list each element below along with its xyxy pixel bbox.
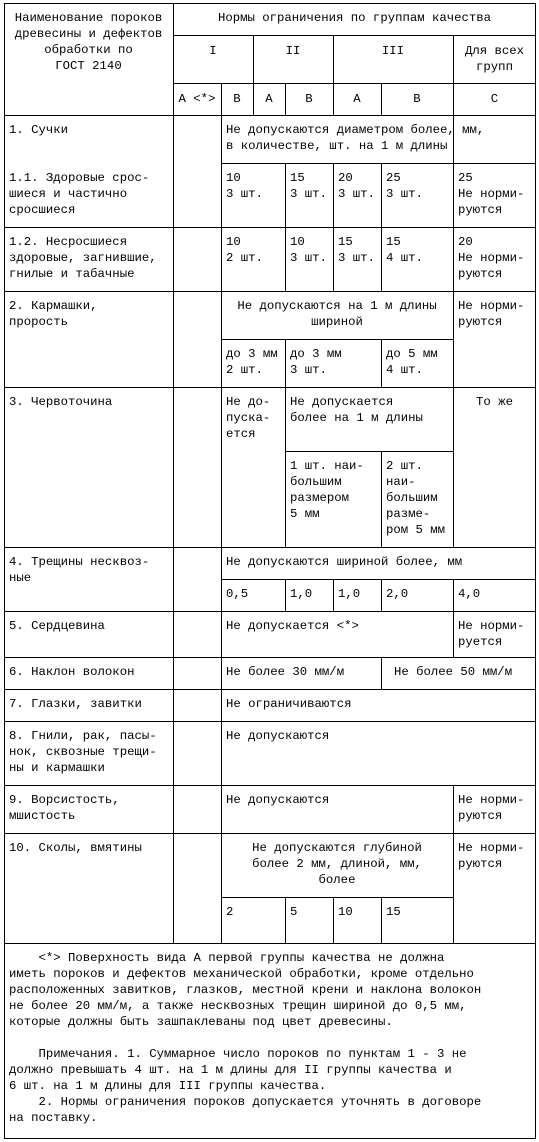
- table-cell: 10 3 шт.: [226, 171, 263, 201]
- table-cell: 20 3 шт.: [338, 171, 375, 201]
- row-chips-norm: Не допускаются глубиной более 2 мм, длиной, мм, более: [252, 841, 422, 887]
- header-sub-a: А <*>: [178, 92, 216, 106]
- table-cell: 10 2 шт.: [226, 235, 263, 265]
- header-group-3: III: [381, 44, 405, 58]
- table-cell: 15 3 шт.: [290, 171, 327, 201]
- table-cell: Не до- пуска- ется: [226, 395, 271, 441]
- table-cell: То же: [476, 395, 513, 409]
- table-cell: Не норми- руются: [458, 793, 525, 823]
- row-fuzz-norm: Не допускаются: [226, 793, 330, 807]
- table-cell: Не более 30 мм/м: [226, 665, 345, 679]
- row-eyes-name: 7. Глазки, завитки: [9, 697, 142, 711]
- standard-table: [4, 3, 536, 1139]
- header-norms: Нормы ограничения по группам качества: [217, 11, 492, 25]
- table-cell: до 3 мм 2 шт.: [226, 347, 278, 377]
- row-rot-name: 8. Гнили, рак, пасы- нок, сквозные трещи- ны и кармашки: [9, 729, 157, 775]
- header-all-groups: Для всех групп: [464, 44, 525, 74]
- row-wormholes-name: 3. Червоточина: [9, 395, 113, 409]
- table-cell: Не норми- руется: [458, 619, 525, 649]
- table-cell: 1 шт. наи- большим размером 5 мм: [290, 459, 364, 521]
- table-cell: 2,0: [386, 587, 409, 601]
- table-cell: 10: [338, 905, 353, 919]
- table-cell: 1,0: [338, 587, 361, 601]
- footnote: <*> Поверхность вида А первой группы качества не должна иметь пороков и дефектов механической обработки, кроме отдельно расположенных завитков, глазков, местной крени и наклона волокон не более 20 мм/м, а также несквозных трещин шириной до 0,5 мм, которые должны быть зашпаклеваны под цвет древесины.: [9, 951, 482, 1029]
- header-sub-b: В: [233, 92, 241, 106]
- table-cell: Не более 50 мм/м: [394, 665, 513, 679]
- table-cell: Не норми- руются: [458, 841, 525, 871]
- row-cracks-norm: Не допускаются шириной более, мм: [226, 555, 463, 569]
- table-cell: 25 3 шт.: [386, 171, 423, 201]
- table-cell: Не допускается более на 1 м длины: [290, 395, 423, 425]
- row-knots-name: 1. Сучки: [9, 123, 69, 137]
- row-pith-name: 5. Сердцевина: [9, 619, 105, 633]
- table-cell: 1,0: [290, 587, 313, 601]
- row-pockets-norm: Не допускаются на 1 м длины шириной: [237, 299, 437, 329]
- table-cell: 10 3 шт.: [290, 235, 327, 265]
- header-group-2: II: [285, 44, 301, 58]
- table-cell: 2: [226, 905, 234, 919]
- header-sub-c: С: [490, 92, 499, 106]
- table-cell: 4,0: [458, 587, 481, 601]
- header-sub-b: В: [305, 92, 313, 106]
- row-knots-norm: Не допускаются диаметром более, мм, в количестве, шт. на 1 м длины: [226, 123, 485, 153]
- row-pockets-name: 2. Кармашки, прорость: [9, 299, 98, 329]
- header-sub-b: В: [413, 92, 421, 106]
- row-grain-slope-name: 6. Наклон волокон: [9, 665, 135, 679]
- header-group-1: I: [209, 44, 217, 58]
- table-cell: Не норми- руются: [458, 299, 525, 329]
- row-chips-name: 10. Сколы, вмятины: [9, 841, 142, 855]
- table-cell: 25 Не норми- руются: [458, 171, 525, 217]
- table-cell: 2 шт. наи- большим разме- ром 5 мм: [386, 459, 446, 537]
- header-defect-name: Наименование пороков древесины и дефектов обработки по ГОСТ 2140: [14, 11, 163, 73]
- header-sub-a: А: [353, 92, 361, 106]
- table-cell: до 5 мм 4 шт.: [386, 347, 438, 377]
- row-cracks-name: 4. Трещины несквоз- ные: [9, 555, 150, 585]
- row-rot-norm: Не допускаются: [226, 729, 330, 743]
- row-eyes-norm: Не ограничиваются: [226, 697, 352, 711]
- row-pith-norm: Не допускается <*>: [226, 619, 359, 633]
- table-cell: до 3 мм 3 шт.: [290, 347, 342, 377]
- table-cell: 20 Не норми- руются: [458, 235, 525, 281]
- row-fuzz-name: 9. Ворсистость, мшистость: [9, 793, 120, 823]
- table-cell: 0,5: [226, 587, 249, 601]
- row-loose-knots-name: 1.2. Несросшиеся здоровые, загнившие, гнилые и табачные: [9, 235, 157, 281]
- table-cell: 15 3 шт.: [338, 235, 375, 265]
- notes: Примечания. 1. Суммарное число пороков по пунктам 1 - 3 не должно превышать 4 шт. на 1 м длины для II группы качества и 6 шт. на 1 м длины для III группы качества. 2. Нормы ограничения пороков допускается уточнять в договоре на поставку.: [9, 1047, 482, 1125]
- header-sub-a: А: [265, 92, 273, 106]
- table-cell: 5: [290, 905, 298, 919]
- table-cell: 15: [386, 905, 401, 919]
- row-sound-knots-name: 1.1. Здоровые срос- шиеся и частично сросшиеся: [9, 171, 150, 217]
- table-cell: 15 4 шт.: [386, 235, 423, 265]
